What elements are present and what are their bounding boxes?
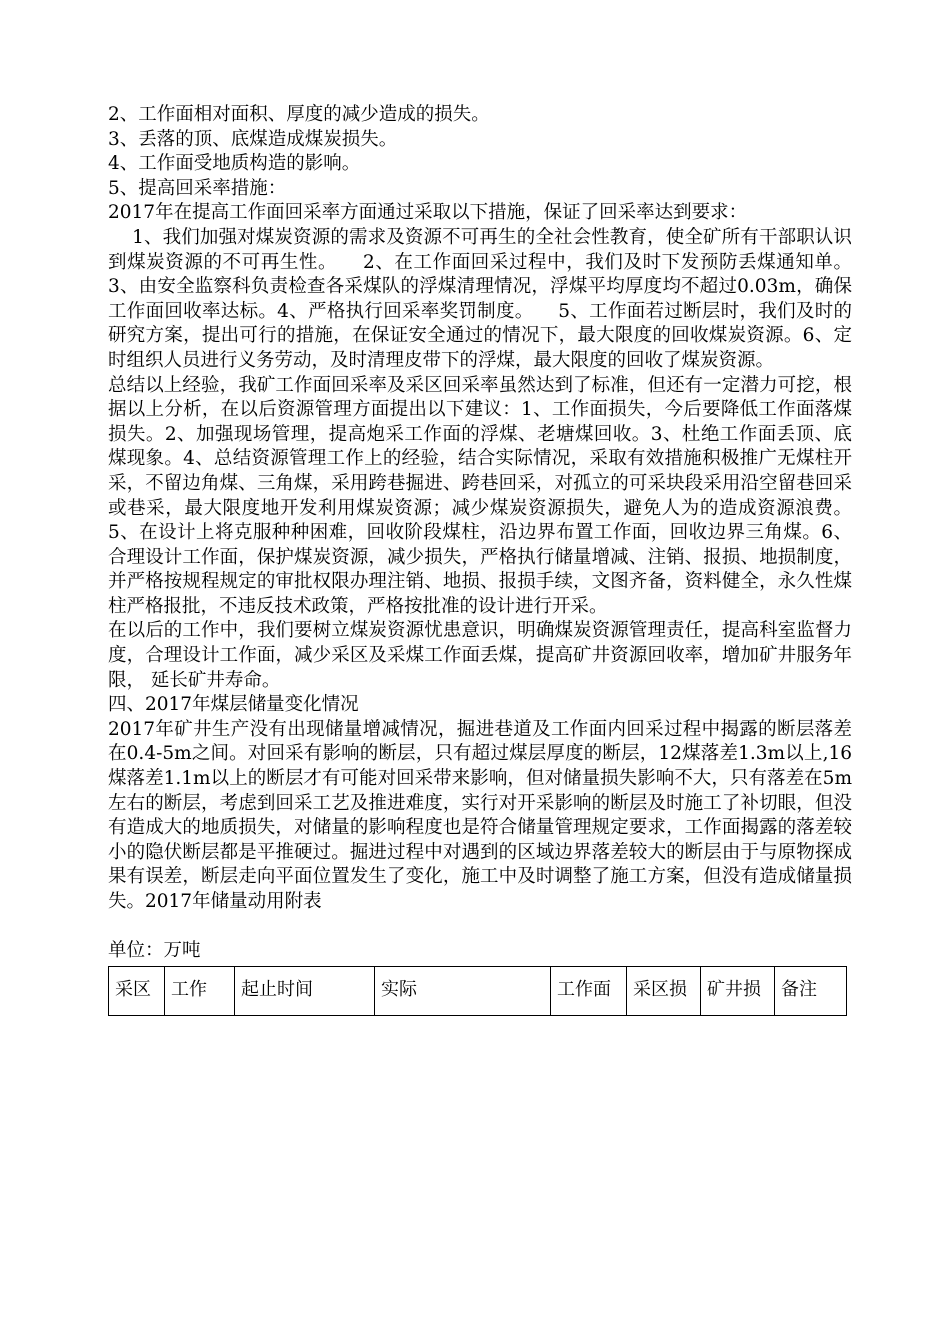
- paragraph-measures-intro: 2017年在提高工作面回采率方面通过采取以下措施，保证了回采率达到要求：: [108, 202, 748, 224]
- blank-line: [108, 915, 852, 940]
- table-header-cell: 实际: [375, 966, 551, 1015]
- paragraph-geology: 4、工作面受地质构造的影响。: [108, 153, 361, 175]
- table-header-cell: 起止时间: [235, 966, 375, 1015]
- table-header-cell: 矿井损: [701, 966, 775, 1015]
- section-heading-measures: 5、提高回采率措施：: [108, 177, 287, 199]
- paragraph-measures-list: 1、我们加强对煤炭资源的需求及资源不可再生的全社会性教育，使全矿所有干部职认识到煤炭资源的不可再生性。 2、在工作面回采过程中，我们及时下发预防丢煤通知单。3、由安全监察科负责检查各采煤队的浮煤清理情况，浮煤平均厚度均不超过0.03m，确保工作面回收率达标。4、严格执行回采率奖罚制度。 5、工作面若过断层时，我们及时的研究方案，提出可行的措施，在保证安全通过的情况下，最大限度的回收煤炭资源。6、定时组织人员进行义务劳动，及时清理皮带下的浮煤，最大限度的回收了煤炭资源。: [108, 226, 852, 371]
- unit-label: 单位：万吨: [108, 940, 201, 962]
- section-heading-reserves: 四、2017年煤层储量变化情况: [108, 694, 359, 716]
- paragraph-reserves: 2017年矿井生产没有出现储量增减情况，掘进巷道及工作面内回采过程中揭露的断层落差在0.4-5m之间。对回采有影响的断层，只有超过煤层厚度的断层，12煤落差1.3m以上,16煤落差1.1m以上的断层才有可能对回采带来影响，但对储量损失影响不大，只有落差在5m左右的断层，考虑到回采工艺及推进难度，实行对开采影响的断层及时施工了补切眼，但没有造成大的地质损失，对储量的影响程度也是符合储量管理规定要求，工作面揭露的落差较小的隐伏断层都是平推硬过。掘进过程中对遇到的区域边界落差较大的断层由于与原物探成果有误差，断层走向平面位置发生了变化，施工中及时调整了施工方案，但没有造成储量损失。2017年储量动用附表: [108, 718, 852, 912]
- paragraph-future-work: 在以后的工作中，我们要树立煤炭资源忧患意识，明确煤炭资源管理责任，提高科室监督力度，合理设计工作面，减少采区及采煤工作面丢煤，提高矿井资源回收率，增加矿井服务年限， 延长矿井寿命。: [108, 620, 852, 691]
- document-body: [108, 103, 852, 1016]
- table-header-cell: 工作面: [551, 966, 627, 1015]
- table-header-row: [109, 966, 847, 1015]
- paragraph-loss-coal: 3、丢落的顶、底煤造成煤炭损失。: [108, 128, 398, 150]
- table-header-cell: 采区: [109, 966, 165, 1015]
- table-header-cell: 采区损: [627, 966, 701, 1015]
- paragraph-loss-area: 2、工作面相对面积、厚度的减少造成的损失。: [108, 104, 490, 125]
- paragraph-summary: 总结以上经验，我矿工作面回采率及采区回采率虽然达到了标准，但还有一定潜力可挖，根据以上分析，在以后资源管理方面提出以下建议：1、工作面损失，今后要降低工作面落煤损失。2、加强现场管理，提高炮采工作面的浮煤、老塘煤回收。3、杜绝工作面丢顶、底煤现象。4、总结资源管理工作上的经验，结合实际情况，采取有效措施积极推广无煤柱开采，不留边角煤、三角煤，采用跨巷掘进、跨巷回采，对孤立的可采块段采用沿空留巷回采或巷采，最大限度地开发利用煤炭资源；减少煤炭资源损失，避免人为的造成资源浪费。5、在设计上将克服种种困难，回收阶段煤柱，沿边界布置工作面，回收边界三角煤。6、合理设计工作面，保护煤炭资源，减少损失，严格执行储量增减、注销、报损、地损制度，并严格按规程规定的审批权限办理注销、地损、报损手续，文图齐备，资料健全，永久性煤柱严格报批，不违反技术政策，严格按批准的设计进行开采。: [108, 374, 852, 617]
- reserve-table: [108, 966, 847, 1016]
- table-header-cell: 备注: [775, 966, 847, 1015]
- table-header-cell: 工作: [165, 966, 235, 1015]
